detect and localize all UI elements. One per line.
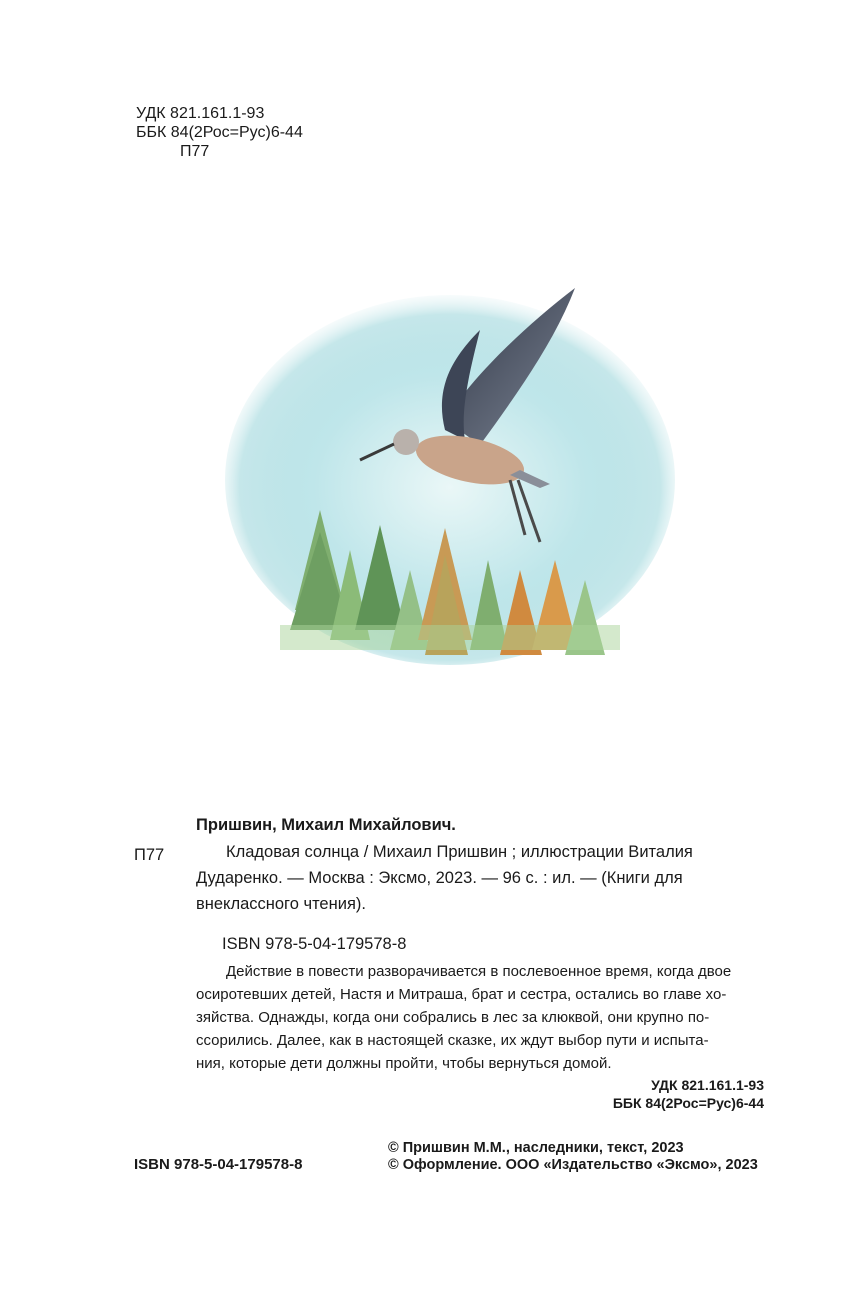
annotation-line: ссорились. Далее, как в настоящей сказке, их ждут выбор пути и испыта- (196, 1032, 709, 1049)
isbn-main: ISBN 978-5-04-179578-8 (222, 935, 407, 953)
bbk-bottom: ББК 84(2Рос=Рус)6-44 (612, 1095, 764, 1111)
bibliographic-description (196, 839, 771, 917)
author-code-left: П77 (134, 846, 165, 864)
annotation-line: Действие в повести разворачивается в послевоенное время, когда двое (226, 963, 732, 980)
bbk-header: ББК 84(2Рос=Рус)6-44 (136, 124, 303, 141)
author-heading: Пришвин, Михаил Михайлович. (196, 816, 456, 834)
annotation-line: ния, которые дети должны пройти, чтобы вернуться домой. (196, 1055, 612, 1072)
bib-line: Кладовая солнца / Михаил Пришвин ; иллюстрации Виталия (226, 843, 693, 861)
isbn-footer: ISBN 978-5-04-179578-8 (134, 1156, 303, 1173)
bib-line: Дударенко. — Москва : Эксмо, 2023. — 96 с. : ил. — (Книги для (196, 869, 683, 887)
author-code-header: П77 (180, 143, 210, 160)
udk-bottom: УДК 821.161.1-93 (651, 1077, 764, 1093)
copyright-text: © Пришвин М.М., наследники, текст, 2023 (388, 1140, 684, 1156)
annotation (196, 960, 766, 1075)
udk-header: УДК 821.161.1-93 (136, 105, 265, 122)
annotation-line: зяйства. Однажды, когда они собрались в лес за клюквой, они крупно по- (196, 1009, 710, 1026)
annotation-line: осиротевших детей, Настя и Митраша, брат и сестра, остались во главе хо- (196, 986, 727, 1003)
copyright-design: © Оформление. ООО «Издательство «Эксмо», 2023 (388, 1157, 758, 1173)
heron-bird-over-forest-illustration (220, 270, 675, 670)
bib-line: внеклассного чтения). (196, 895, 366, 913)
